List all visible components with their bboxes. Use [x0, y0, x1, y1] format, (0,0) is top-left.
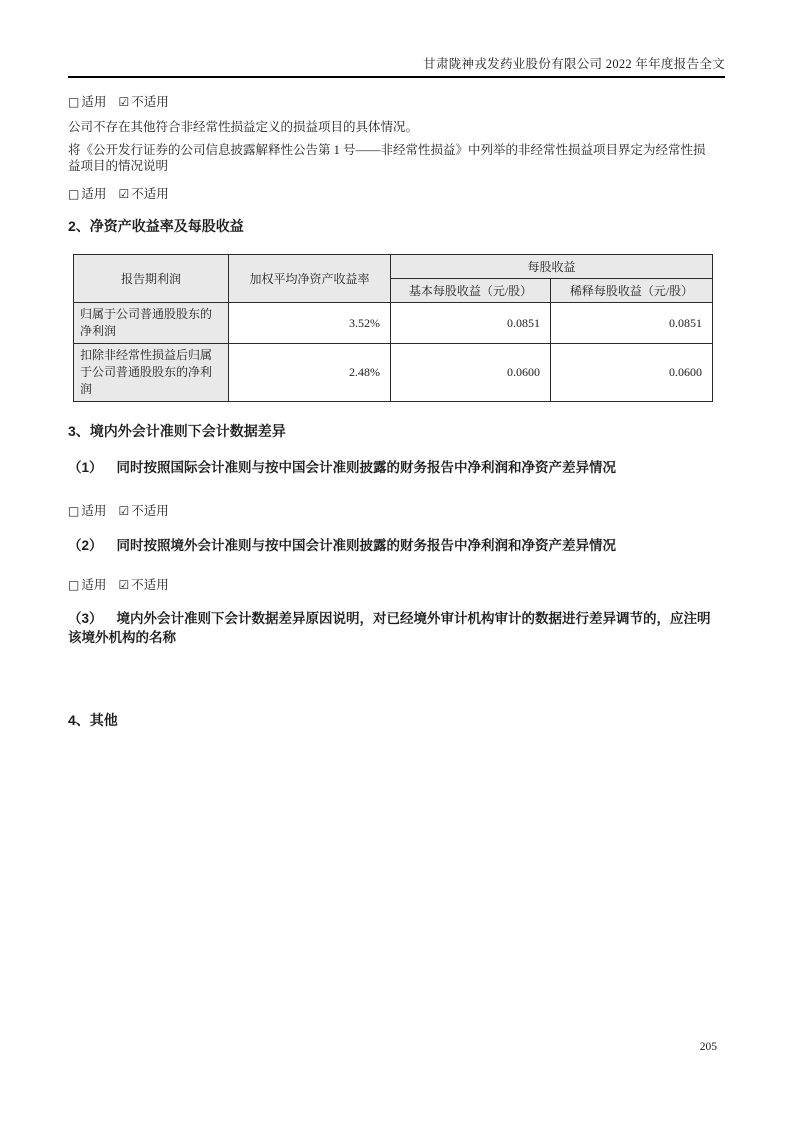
subsection-1-text: 同时按照国际会计准则与按中国会计准则披露的财务报告中净利润和净资产差异情况	[116, 460, 617, 475]
column-header-diluted-eps: 稀释每股收益（元/股）	[551, 279, 713, 303]
checkbox-checked-icon: ☑	[118, 504, 130, 518]
roe-value: 2.48%	[229, 344, 391, 402]
not-applicable-option	[118, 503, 168, 519]
basic-eps-value: 0.0851	[391, 303, 551, 344]
section-heading-other: 4、其他	[68, 712, 118, 728]
table-row	[74, 303, 713, 344]
applicable-label: 适用	[81, 578, 107, 592]
table-header-row-1	[74, 255, 713, 279]
checkbox-unchecked-icon: □	[68, 578, 80, 592]
header-title: 甘肃陇神戎发药业股份有限公司 2022 年年度报告全文	[423, 57, 725, 71]
checkbox-checked-icon: ☑	[118, 187, 130, 201]
diluted-eps-value: 0.0851	[551, 303, 713, 344]
row-label-net-profit-excl-nonrecurring: 扣除非经常性损益后归属于公司普通股股东的净利润	[74, 344, 229, 402]
checkbox-checked-icon: ☑	[118, 95, 130, 109]
not-applicable-label: 不适用	[131, 504, 169, 518]
applicability-row-2	[68, 186, 725, 202]
applicable-label: 适用	[81, 504, 107, 518]
subsection-1-heading	[68, 458, 725, 477]
applicability-row-1	[68, 94, 725, 110]
subsection-3-text: 境内外会计准则下会计数据差异原因说明，对已经境外审计机构审计的数据进行差异调节的，应注明该境外机构的名称	[68, 611, 711, 645]
applicable-label: 适用	[81, 95, 107, 109]
applicable-option	[68, 503, 106, 519]
page-content	[68, 94, 725, 729]
table-row	[74, 344, 713, 402]
diluted-eps-value: 0.0600	[551, 344, 713, 402]
applicable-option	[68, 577, 106, 593]
basic-eps-value: 0.0600	[391, 344, 551, 402]
subsection-2-number: （2）	[68, 538, 103, 553]
column-header-eps-group: 每股收益	[391, 255, 713, 279]
checkbox-unchecked-icon: □	[68, 95, 80, 109]
not-applicable-label: 不适用	[131, 578, 169, 592]
subsection-2-heading	[68, 536, 725, 555]
page-number: 205	[699, 1041, 717, 1053]
column-header-roe: 加权平均净资产收益率	[229, 255, 391, 303]
section-heading-roe-eps: 2、净资产收益率及每股收益	[68, 218, 244, 234]
paragraph-disclosure-note: 将《公开发行证券的公司信息披露解释性公告第 1 号——非经常性损益》中列举的非经常性损益项目界定为经常性损益项目的情况说明	[68, 143, 706, 173]
not-applicable-label: 不适用	[131, 187, 169, 201]
applicable-option	[68, 94, 106, 110]
subsection-1-number: （1）	[68, 460, 103, 475]
not-applicable-label: 不适用	[131, 95, 169, 109]
checkbox-unchecked-icon: □	[68, 504, 80, 518]
section-heading-accounting-differences: 3、境内外会计准则下会计数据差异	[68, 423, 286, 439]
not-applicable-option	[118, 186, 168, 202]
checkbox-unchecked-icon: □	[68, 187, 80, 201]
applicability-row-4	[68, 577, 725, 593]
paragraph-no-other-items: 公司不存在其他符合非经常性损益定义的损益项目的具体情况。	[68, 120, 419, 134]
column-header-profit: 报告期利润	[74, 255, 229, 303]
subsection-2-text: 同时按照境外会计准则与按中国会计准则披露的财务报告中净利润和净资产差异情况	[116, 538, 617, 553]
roe-eps-table	[73, 254, 713, 402]
roe-value: 3.52%	[229, 303, 391, 344]
subsection-3-number: （3）	[68, 611, 103, 626]
column-header-basic-eps: 基本每股收益（元/股）	[391, 279, 551, 303]
applicable-label: 适用	[81, 187, 107, 201]
row-label-net-profit: 归属于公司普通股股东的净利润	[74, 303, 229, 344]
checkbox-checked-icon: ☑	[118, 578, 130, 592]
page-header	[68, 0, 725, 78]
applicability-row-3	[68, 503, 725, 519]
not-applicable-option	[118, 577, 168, 593]
subsection-3-heading	[68, 609, 713, 647]
applicable-option	[68, 186, 106, 202]
not-applicable-option	[118, 94, 168, 110]
